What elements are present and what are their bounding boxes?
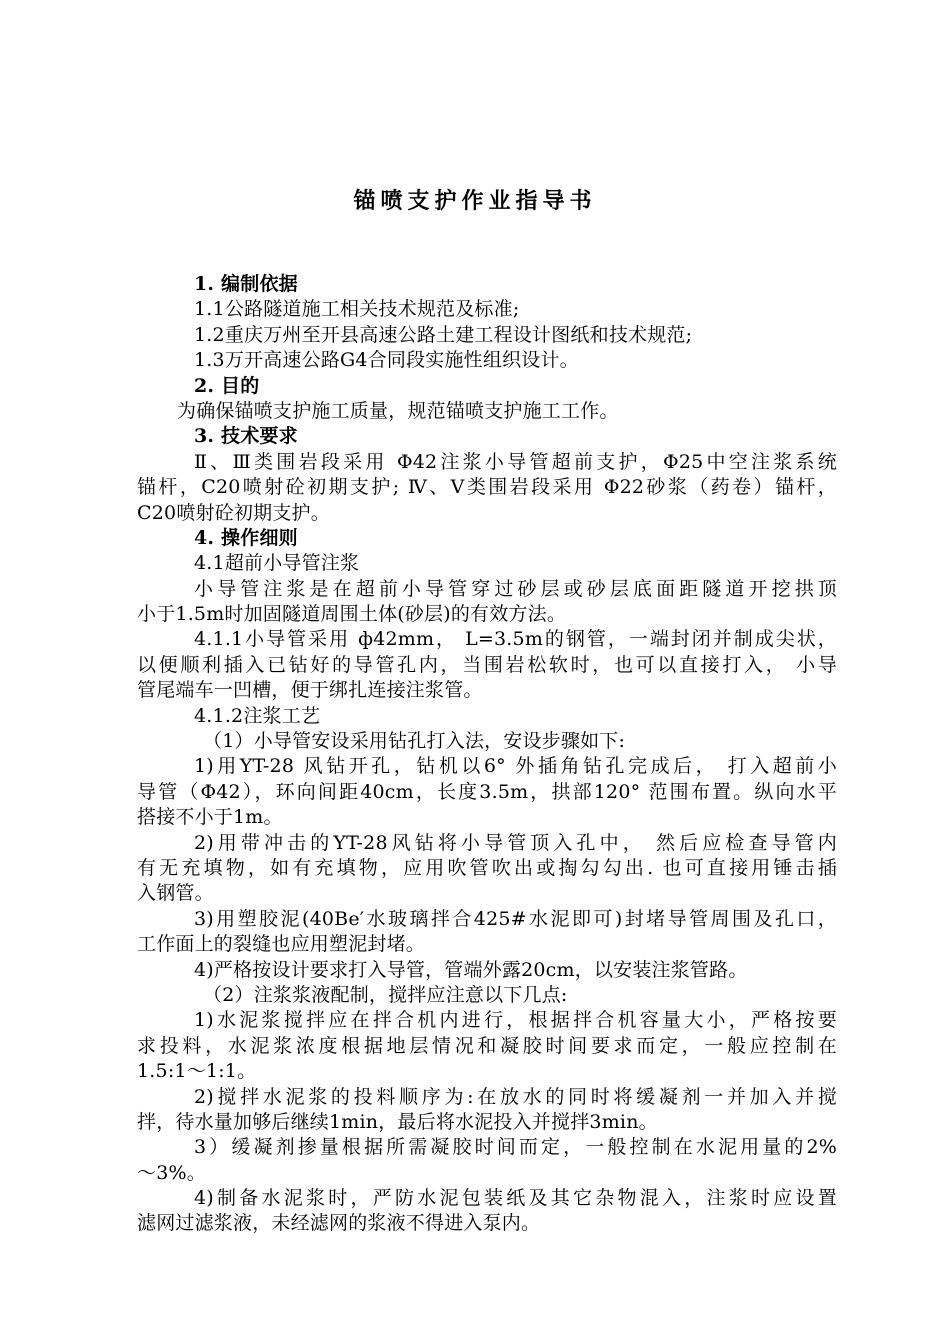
paragraph-line: 小导管注浆是在超前小导管穿过砂层或砂层底面距隧道开挖拱顶 xyxy=(194,577,837,600)
document-title: 锚喷支护作业指导书 xyxy=(353,188,597,214)
paragraph-line: 以便顺利插入已钻好的导管孔内，当围岩松软时，也可以直接打入， 小导 xyxy=(137,653,837,676)
paragraph-line: 4.1.1小导管采用 ф42mm， L=3.5m的钢管，一端封闭并制成尖状， xyxy=(194,628,837,651)
paragraph-line: 1.1公路隧道施工相关技术规范及标准; xyxy=(194,298,520,321)
paragraph-line: 导管（Φ42），环向间距40cm，长度3.5m，拱部120° 范围布置。纵向水平 xyxy=(137,780,837,803)
paragraph-line: 1.3万开高速公路G4合同段实施性组织设计。 xyxy=(194,349,579,372)
paragraph-line: 入钢管。 xyxy=(137,882,214,905)
paragraph-line: 2)搅拌水泥浆的投料顺序为:在放水的同时将缓凝剂一并加入并搅 xyxy=(194,1085,837,1108)
paragraph-line: 有无充填物，如有充填物，应用吹管吹出或掏勾勾出. 也可直接用锤击插 xyxy=(137,856,837,879)
section-heading: 3. 技术要求 xyxy=(194,425,298,448)
paragraph-line: 4)制备水泥浆时，严防水泥包装纸及其它杂物混入，注浆时应设置 xyxy=(194,1187,837,1210)
paragraph-line: 3)用塑胶泥(40Be′水玻璃拌合425#水泥即可)封堵导管周围及孔口， xyxy=(194,907,837,930)
paragraph-line: 工作面上的裂缝也应用塑泥封堵。 xyxy=(137,933,426,956)
paragraph-line: 拌，待水量加够后继续1min，最后将水泥投入并搅拌3min。 xyxy=(137,1110,658,1133)
paragraph-line: ～3%。 xyxy=(137,1161,206,1184)
document-body xyxy=(137,272,837,1237)
section-heading: 2. 目的 xyxy=(194,374,260,397)
paragraph-line: 1.5:1～1:1。 xyxy=(137,1060,257,1083)
paragraph-line: 为确保锚喷支护施工质量，规范锚喷支护施工工作。 xyxy=(177,399,619,422)
paragraph-line: 1)用YT-28 风钻开孔，钻机以6° 外插角钻孔完成后， 打入超前小 xyxy=(194,755,837,778)
paragraph-line: 小于1.5m时加固隧道周围土体(砂层)的有效方法。 xyxy=(137,603,567,626)
paragraph-line: 4)严格按设计要求打入导管，管端外露20cm，以安装注浆管路。 xyxy=(194,958,748,981)
section-heading: 1. 编制依据 xyxy=(194,273,298,295)
paragraph-line: 1)水泥浆搅拌应在拌合机内进行，根据拌合机容量大小，严格按要 xyxy=(194,1009,837,1032)
paragraph-line: 求投料，水泥浆浓度根据地层情况和凝胶时间要求而定，一般应控制在 xyxy=(137,1034,837,1057)
paragraph-line: 3）缓凝剂掺量根据所需凝胶时间而定，一般控制在水泥用量的2% xyxy=(194,1136,837,1159)
paragraph-line: （1）小导管安设采用钻孔打入法，安设步骤如下: xyxy=(203,730,626,753)
paragraph-line: 锚杆，C20喷射砼初期支护; Ⅳ、Ⅴ类围岩段采用 Φ22砂浆（药卷）锚杆， xyxy=(137,476,837,499)
paragraph-line: 滤网过滤浆液，未经滤网的浆液不得进入泵内。 xyxy=(137,1212,541,1235)
paragraph-line: C20喷射砼初期支护。 xyxy=(137,501,330,524)
paragraph-line: 管尾端车一凹槽，便于绑扎连接注浆管。 xyxy=(137,679,483,702)
paragraph-line: 4.1超前小导管注浆 xyxy=(194,552,360,575)
paragraph-line: 1.2重庆万州至开县高速公路土建工程设计图纸和技术规范; xyxy=(194,323,693,346)
paragraph-line: 2)用带冲击的YT-28风钻将小导管顶入孔中， 然后应检查导管内 xyxy=(194,831,837,854)
section-heading: 4. 操作细则 xyxy=(194,526,298,549)
paragraph-line: 搭接不小于1m。 xyxy=(137,806,283,829)
paragraph-line: Ⅱ、Ⅲ类围岩段采用 Φ42注浆小导管超前支护，Φ25中空注浆系统 xyxy=(194,450,837,473)
paragraph-line: 4.1.2注浆工艺 xyxy=(194,704,321,727)
paragraph-line: （2）注浆浆液配制，搅拌应注意以下几点: xyxy=(203,983,568,1006)
